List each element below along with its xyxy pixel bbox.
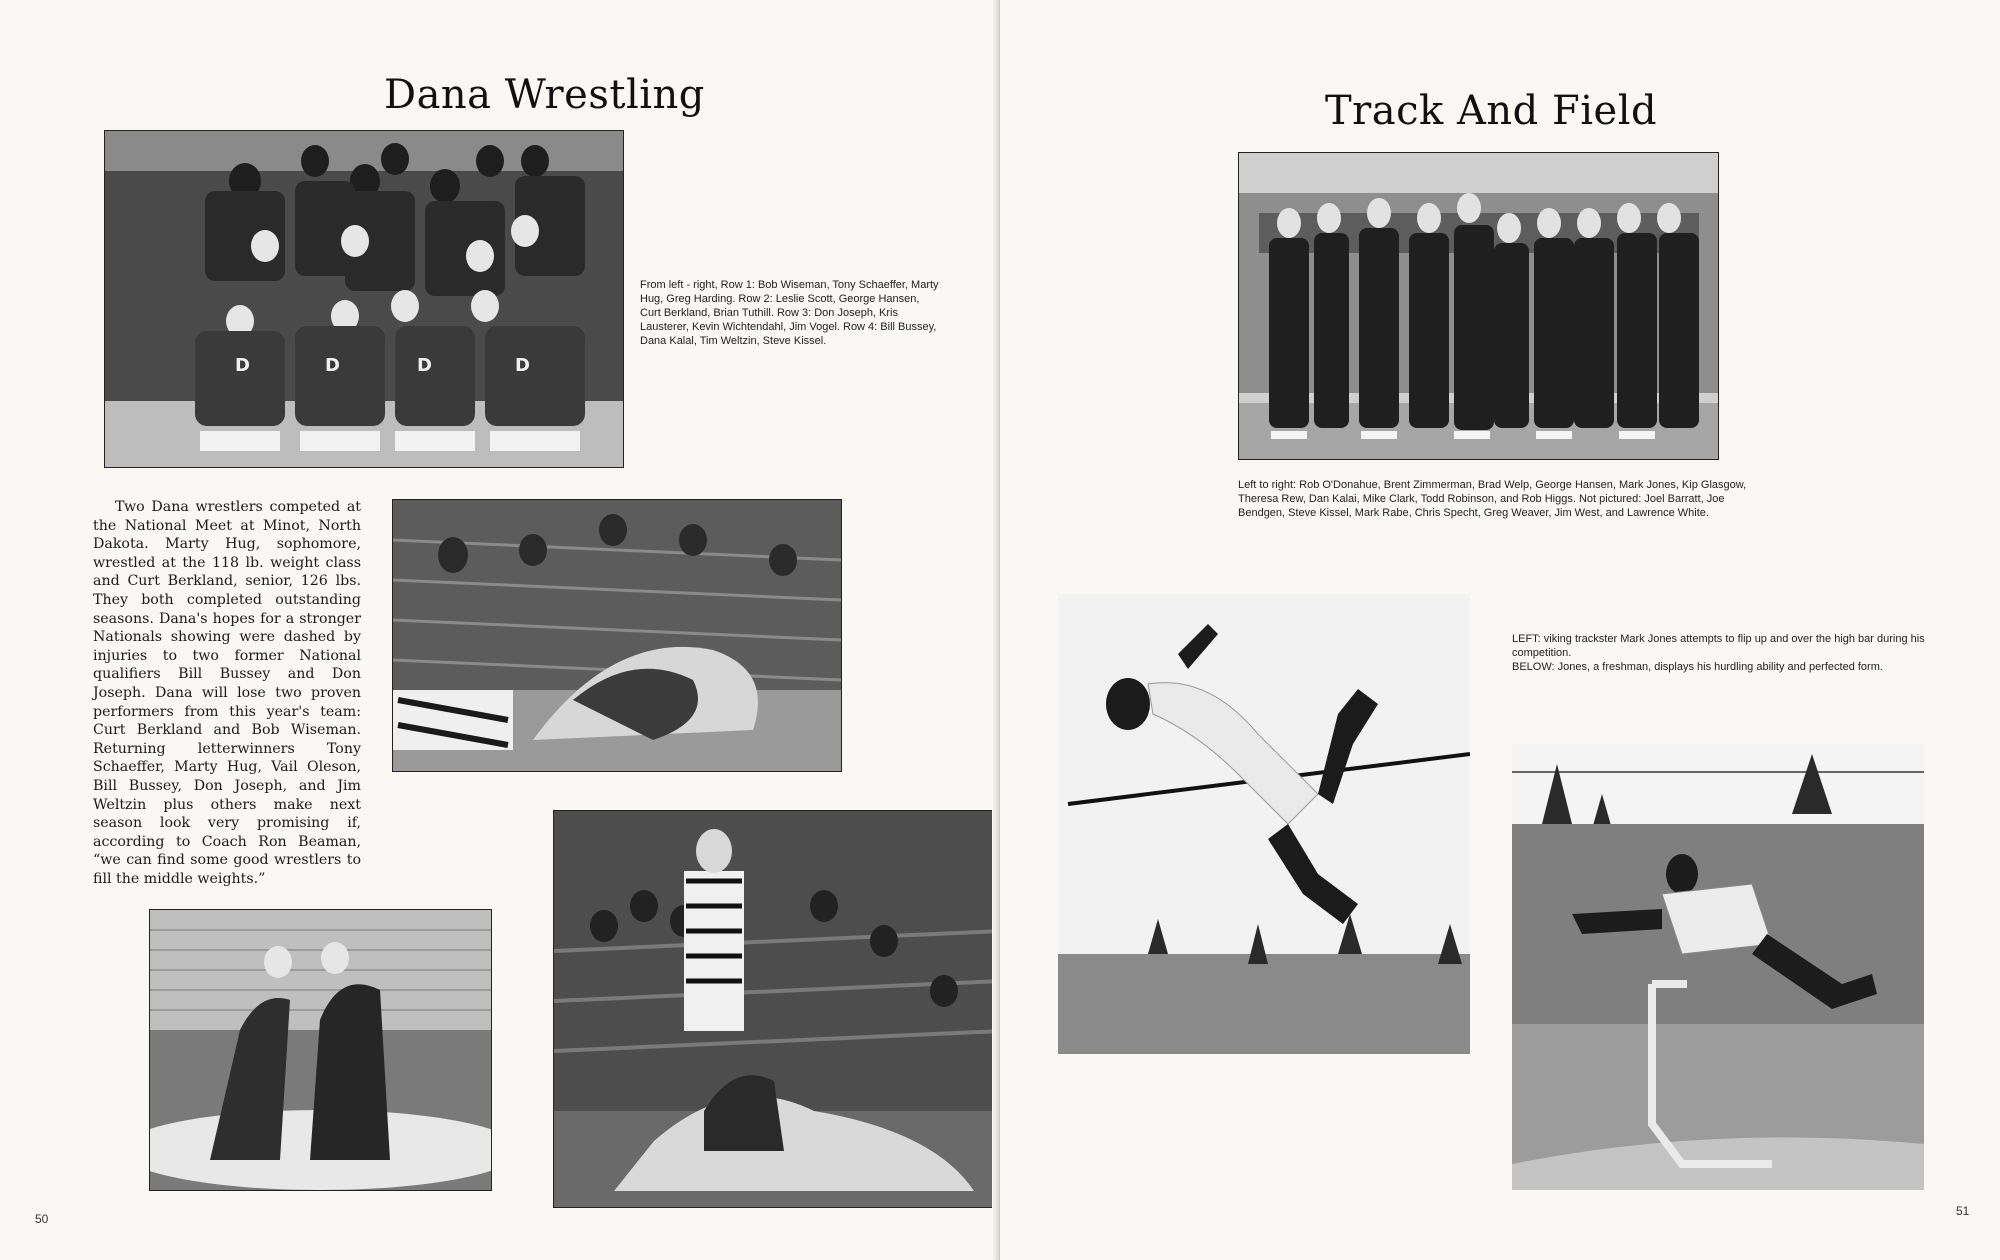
- track-title: Track And Field: [1325, 88, 1658, 134]
- high-jump-caption-line: LEFT: viking trackster Mark Jones attempts to flip up and over the high bar during his competition.: [1512, 633, 1925, 659]
- left-page-number: 50: [35, 1212, 49, 1226]
- wrestling-referee-photo: [553, 810, 1003, 1208]
- wrestling-team-photo: [104, 130, 624, 468]
- svg-text:D: D: [325, 355, 340, 376]
- hurdles-photo: [1512, 744, 1924, 1190]
- svg-text:D: D: [235, 355, 250, 376]
- wrestling-team-caption: From left - right, Row 1: Bob Wiseman, Tony Schaeffer, Marty Hug, Greg Harding. Row 2: Leslie Scott, George Hansen, Curt Berkland, Brian Tuthill. Row 3: Don Joseph, Kris Lausterer, Kevin Wichtendahl, Jim Vogel. Row 4: Bill Bussey, Dana Kalal, Tim Weltzin, Steve Kissel.: [640, 279, 939, 347]
- wrestling-title: Dana Wrestling: [384, 72, 705, 118]
- wrestling-match-photo: [392, 499, 842, 772]
- svg-text:D: D: [417, 355, 432, 376]
- track-team-caption: Left to right: Rob O'Donahue, Brent Zimmerman, Brad Welp, George Hansen, Mark Jones, Kip Glasgow, Theresa Rew, Dan Kalai, Mike Clark, Todd Robinson, and Rob Higgs. Not pictured: Joel Barratt, Joe Bendgen, Steve Kissel, Mark Rabe, Chris Specht, Greg Weaver, Jim West, and Lawrence White.: [1238, 479, 1747, 519]
- wrestling-takedown-photo: [149, 909, 492, 1191]
- right-page-number: 51: [1956, 1204, 1970, 1218]
- track-team-photo: [1238, 152, 1719, 460]
- high-jump-photo: [1058, 594, 1470, 1054]
- right-page: [1000, 0, 2000, 1260]
- high-jump-caption: [1512, 632, 1932, 674]
- wrestling-story: Two Dana wrestlers competed at the National Meet at Minot, North Dakota. Marty Hug, sophomore, wrestled at the 118 lb. weight class and Curt Berkland, senior, 126 lbs. They both completed outstanding seasons. Dana's hopes for a stronger Nationals showing were dashed by injuries to two former National qualifiers Bill Bussey and Don Joseph. Dana will lose two proven performers from this year's team: Curt Berkland and Bob Wiseman. Returning letterwinners Tony Schaeffer, Marty Hug, Vail Oleson, Bill Bussey, Don Joseph, and Jim Weltzin plus others make next season look very promising if, according to Coach Ron Beaman, “we can find some good wrestlers to fill the middle weights.”: [93, 499, 361, 887]
- svg-text:D: D: [515, 355, 530, 376]
- hurdles-caption-line: BELOW: Jones, a freshman, displays his hurdling ability and perfected form.: [1512, 661, 1883, 673]
